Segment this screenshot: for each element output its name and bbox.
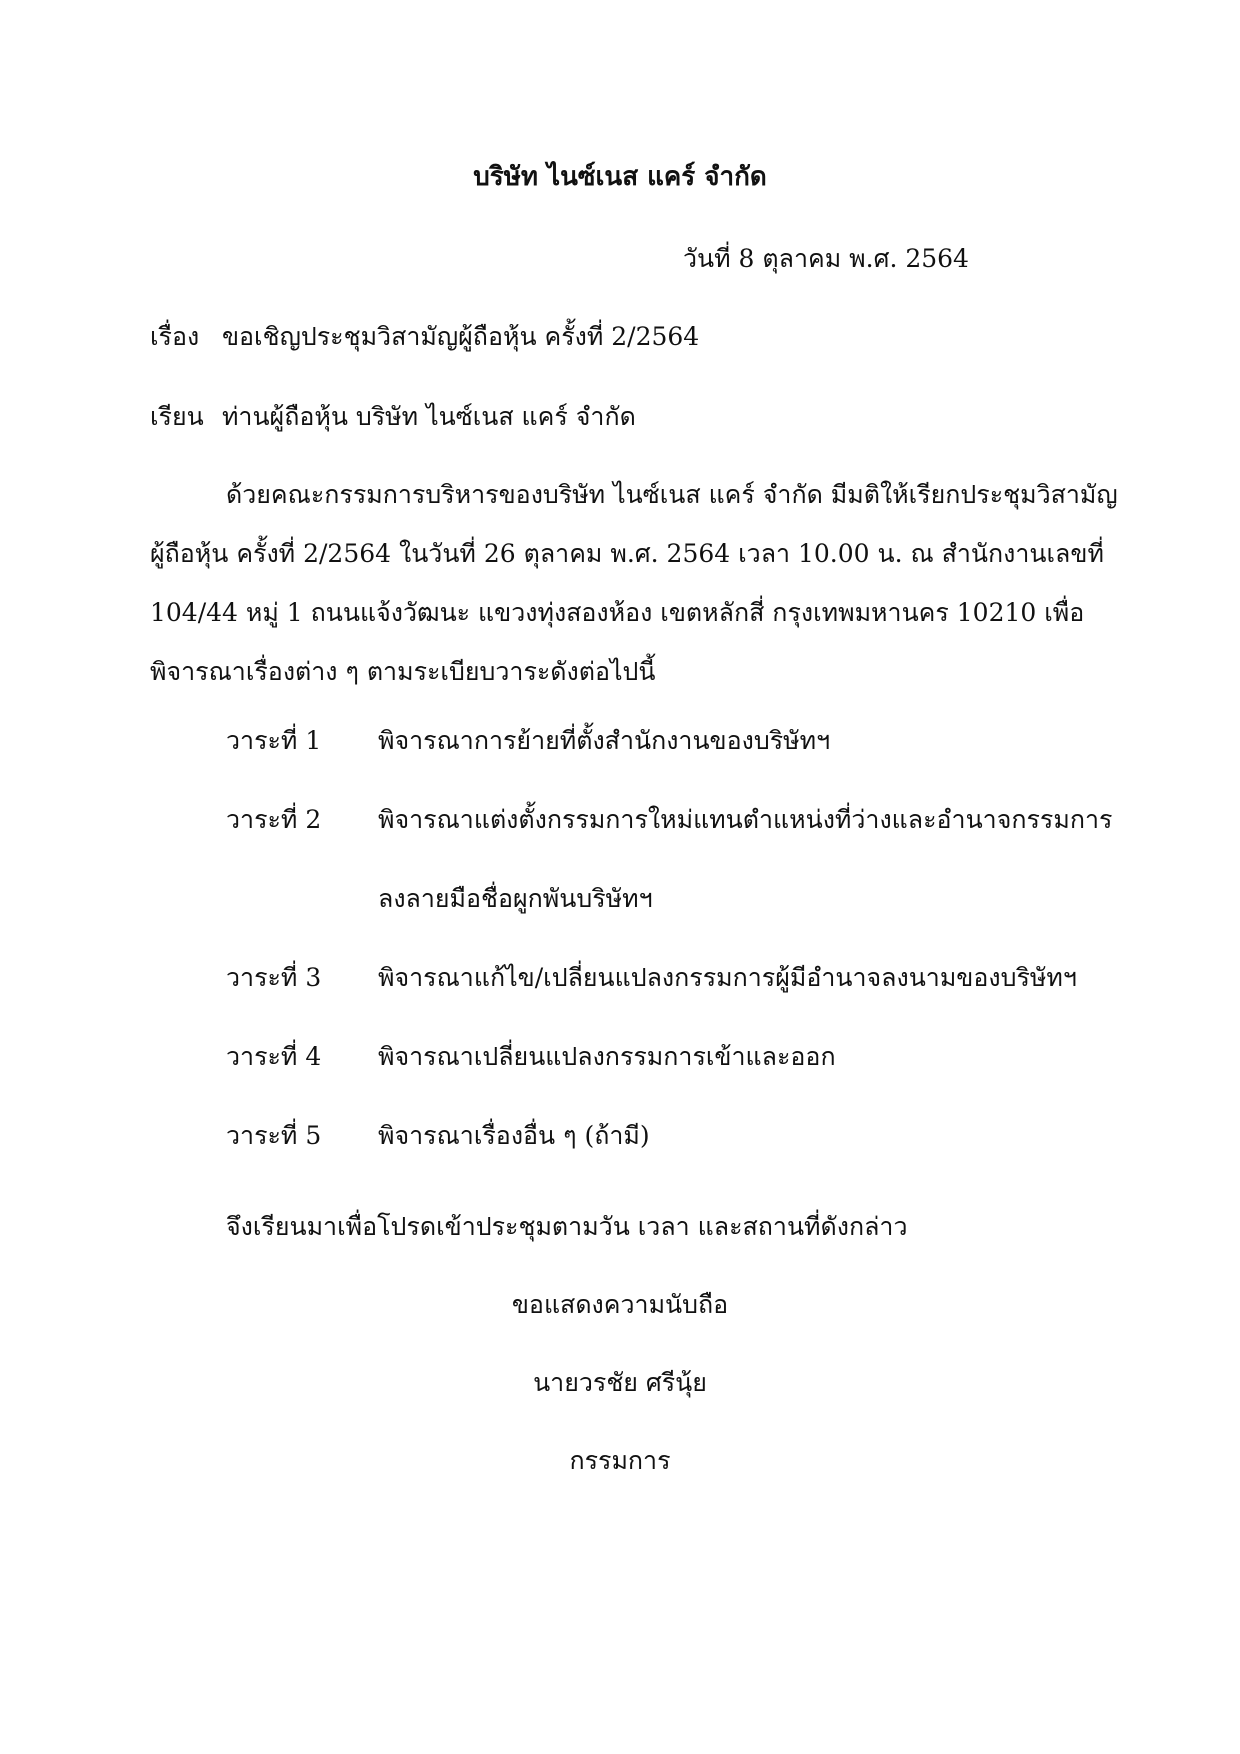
agenda-text: พิจารณาเปลี่ยนแปลงกรรมการเข้าและออก — [378, 1042, 836, 1071]
recipient-line — [150, 400, 636, 434]
body-line: ผู้ถือหุ้น ครั้งที่ 2/2564 ในวันที่ 26 ตุลาคม พ.ศ. 2564 เวลา 10.00 น. ณ สำนักงานเลขที่ — [150, 539, 1104, 568]
recipient-label: เรียน — [150, 402, 204, 431]
agenda-label: วาระที่ 2 — [226, 805, 322, 834]
agenda-text: พิจารณาแก้ไข/เปลี่ยนแปลงกรรมการผู้มีอำนาจลงนามของบริษัทฯ — [378, 963, 1077, 992]
subject-label: เรื่อง — [150, 322, 200, 351]
agenda-text: พิจารณาเรื่องอื่น ๆ (ถ้ามี) — [378, 1121, 650, 1150]
agenda-text: ลงลายมือชื่อผูกพันบริษัทฯ — [378, 884, 653, 913]
recipient-text: ท่านผู้ถือหุ้น บริษัท ไนซ์เนส แคร์ จำกัด — [221, 402, 636, 431]
agenda-label: วาระที่ 4 — [226, 1042, 322, 1071]
agenda-label: วาระที่ 3 — [226, 963, 322, 992]
body-line: ด้วยคณะกรรมการบริหารของบริษัท ไนซ์เนส แคร์ จำกัด มีมติให้เรียกประชุมวิสามัญ — [226, 480, 1118, 509]
company-title: บริษัท ไนซ์เนส แคร์ จำกัด — [473, 162, 767, 192]
agenda-label: วาระที่ 1 — [226, 726, 322, 755]
agenda-text: พิจารณาการย้ายที่ตั้งสำนักงานของบริษัทฯ — [378, 726, 831, 755]
body-line: 104/44 หมู่ 1 ถนนแจ้งวัฒนะ แขวงทุ่งสองห้อง เขตหลักสี่ กรุงเทพมหานคร 10210 เพื่อ — [150, 598, 1085, 627]
body-line: พิจารณาเรื่องต่าง ๆ ตามระเบียบวาระดังต่อไปนี้ — [150, 657, 656, 686]
agenda-text: พิจารณาแต่งตั้งกรรมการใหม่แทนตำแหน่งที่ว่างและอำนาจกรรมการ — [378, 805, 1113, 834]
regards-line: ขอแสดงความนับถือ — [511, 1290, 729, 1319]
agenda-label: วาระที่ 5 — [226, 1121, 322, 1150]
closing-line: จึงเรียนมาเพื่อโปรดเข้าประชุมตามวัน เวลา และสถานที่ดังกล่าว — [226, 1212, 908, 1241]
signer-position: กรรมการ — [569, 1446, 671, 1475]
signer-name: นายวรชัย ศรีนุ้ย — [533, 1368, 707, 1397]
subject-line — [150, 320, 699, 354]
subject-text: ขอเชิญประชุมวิสามัญผู้ถือหุ้น ครั้งที่ 2/2564 — [221, 322, 700, 351]
letter-date: วันที่ 8 ตุลาคม พ.ศ. 2564 — [683, 244, 969, 273]
